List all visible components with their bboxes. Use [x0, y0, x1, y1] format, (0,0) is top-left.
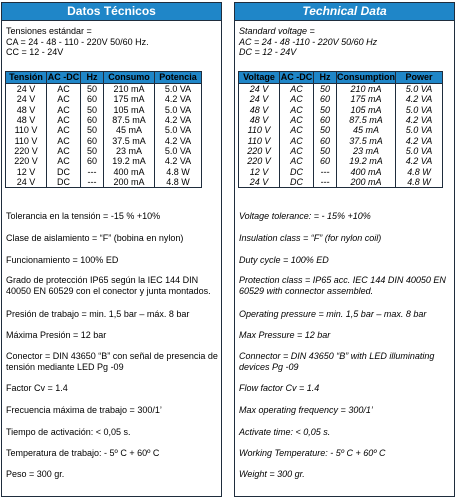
spec-item: Grado de protección IP65 según la IEC 144 DIN 40050 EN 60529 con el conector y junta montados.	[6, 275, 211, 296]
col-header: Hz	[81, 72, 104, 84]
table-cell: 5.0 VA	[396, 84, 443, 95]
table-cell: 50	[314, 146, 337, 156]
table-cell: 60	[81, 135, 104, 145]
table-cell: 175 mA	[104, 94, 155, 104]
voltage-intro	[235, 21, 454, 58]
table-cell: 105 mA	[337, 105, 396, 115]
table-cell: 4.2 VA	[396, 135, 443, 145]
table-cell: 220 V	[239, 156, 280, 166]
spec-item: Presión de trabajo = min. 1,5 bar – máx. 8 bar	[6, 309, 190, 319]
table-cell: AC	[280, 115, 314, 125]
table-header-row	[6, 72, 202, 84]
table-row	[6, 146, 202, 156]
spec-item: Protection class = IP65 acc. IEC 144 DIN 40050 EN 60529 with connector assembled.	[239, 275, 446, 296]
table-cell: 23 mA	[337, 146, 396, 156]
english-spec-panel	[234, 2, 455, 497]
panel-title: Technical Data	[235, 3, 454, 21]
spec-item: Máxima Presión = 12 bar	[6, 330, 107, 340]
spec-item: Factor Cv = 1.4	[6, 383, 68, 393]
table-row	[239, 156, 443, 166]
spec-item: Peso = 300 gr.	[6, 469, 65, 479]
table-cell: 4.2 VA	[155, 135, 202, 145]
table-cell: AC	[47, 125, 81, 135]
table-row	[6, 166, 202, 176]
table-row	[239, 84, 443, 95]
table-cell: AC	[47, 115, 81, 125]
table-row	[6, 135, 202, 145]
table-cell: DC	[47, 177, 81, 188]
table-row	[6, 156, 202, 166]
table-cell: 24 V	[239, 94, 280, 104]
spec-item: Operating pressure = min. 1,5 bar – max. 8 bar	[239, 309, 427, 319]
col-header: Consumption	[337, 72, 395, 82]
table-row	[6, 115, 202, 125]
table-cell: 4.2 VA	[155, 94, 202, 104]
table-cell: AC	[280, 146, 314, 156]
table-cell: DC	[47, 166, 81, 176]
intro-line: CA = 24 - 48 - 110 - 220V 50/60 Hz.	[6, 36, 149, 47]
table-cell: 12 V	[239, 166, 280, 176]
table-cell: 50	[81, 146, 104, 156]
table-cell: 60	[314, 156, 337, 166]
table-cell: DC	[280, 177, 314, 188]
table-cell: 24 V	[239, 177, 280, 188]
table-cell: 24 V	[6, 94, 47, 104]
spec-item: Duty cycle = 100% ED	[239, 255, 329, 265]
table-cell: 48 V	[239, 105, 280, 115]
table-cell: 37.5 mA	[337, 135, 396, 145]
spec-item: Tolerancia en la tensión = -15 % +10%	[6, 211, 161, 221]
table-cell: ---	[81, 177, 104, 188]
table-cell: ---	[314, 166, 337, 176]
table-cell: 5.0 VA	[155, 125, 202, 135]
table-cell: 87.5 mA	[104, 115, 155, 125]
table-cell: 48 V	[6, 115, 47, 125]
table-cell: 400 mA	[337, 166, 396, 176]
table-cell: AC	[280, 94, 314, 104]
table-cell: 50	[314, 105, 337, 115]
table-cell: 175 mA	[337, 94, 396, 104]
table-cell: 19.2 mA	[104, 156, 155, 166]
table-cell: 400 mA	[104, 166, 155, 176]
spec-item: Weight = 300 gr.	[239, 469, 305, 479]
voltage-intro	[2, 21, 221, 58]
table-cell: AC	[280, 105, 314, 115]
intro-line: Standard voltage =	[239, 26, 315, 36]
table-cell: 24 V	[239, 84, 280, 95]
col-header: Power	[396, 72, 443, 84]
table-cell: 5.0 VA	[396, 125, 443, 135]
table-cell: 4.2 VA	[396, 156, 443, 166]
table-row	[6, 177, 202, 188]
spec-item: Insulation class = “F” (for nylon coil)	[239, 233, 382, 243]
col-header: Potencia	[155, 72, 202, 84]
spec-item: Frecuencia máxima de trabajo = 300/1’	[6, 405, 162, 415]
table-cell: AC	[47, 146, 81, 156]
table-cell: AC	[47, 84, 81, 95]
spanish-spec-panel	[1, 2, 222, 497]
col-header: Consumo	[104, 72, 155, 84]
intro-line: AC = 24 - 48 -110 - 220V 50/60 Hz	[239, 36, 378, 47]
table-cell: 50	[314, 125, 337, 135]
table-row	[239, 94, 443, 104]
table-cell: AC	[280, 135, 314, 145]
table-cell: 50	[81, 105, 104, 115]
table-cell: ---	[81, 166, 104, 176]
table-cell: 5.0 VA	[155, 146, 202, 156]
table-cell: 45 mA	[337, 125, 396, 135]
table-cell: 87.5 mA	[337, 115, 396, 125]
spec-item: Max operating frequency = 300/1’	[239, 405, 373, 415]
spec-item: Funcionamiento = 100% ED	[6, 255, 119, 265]
spec-item: Activate time: < 0,05 s.	[239, 427, 331, 437]
intro-line: CC = 12 - 24V	[6, 47, 64, 57]
spec-item: Conector = DIN 43650 “B” con señal de presencia de tensión mediante LED Pg -09	[6, 351, 218, 372]
table-row	[239, 146, 443, 156]
table-row	[239, 125, 443, 135]
table-row	[239, 166, 443, 176]
table-cell: 60	[314, 135, 337, 145]
table-cell: 50	[81, 84, 104, 95]
table-cell: 4.8 W	[396, 166, 443, 176]
table-row	[239, 135, 443, 145]
col-header: AC -DC	[47, 72, 80, 82]
table-cell: 4.2 VA	[155, 115, 202, 125]
col-header: AC -DC	[280, 72, 313, 82]
table-row	[6, 105, 202, 115]
table-cell: 45 mA	[104, 125, 155, 135]
table-cell: 23 mA	[104, 146, 155, 156]
table-cell: AC	[47, 156, 81, 166]
table-cell: 5.0 VA	[396, 105, 443, 115]
table-cell: 105 mA	[104, 105, 155, 115]
table-cell: 210 mA	[337, 84, 396, 95]
table-cell: 50	[314, 84, 337, 95]
table-cell: 4.2 VA	[396, 94, 443, 104]
table-cell: 4.8 W	[155, 166, 202, 176]
table-cell: 60	[81, 94, 104, 104]
spec-item: Connector = DIN 43650 “B” with LED illuminating devices Pg -09	[239, 351, 435, 372]
table-cell: 4.8 W	[155, 177, 202, 188]
table-cell: 5.0 VA	[155, 105, 202, 115]
spec-item: Voltage tolerance: = - 15% +10%	[239, 211, 371, 221]
table-cell: 4.8 W	[396, 177, 443, 188]
table-cell: 200 mA	[104, 177, 155, 188]
table-cell: 37.5 mA	[104, 135, 155, 145]
col-header: Voltage	[239, 72, 280, 84]
table-row	[239, 177, 443, 188]
spec-item: Flow factor Cv = 1.4	[239, 383, 320, 393]
spec-item: Working Temperature: - 5º C + 60º C	[239, 448, 386, 458]
table-cell: 60	[81, 156, 104, 166]
spec-item: Tiempo de activación: < 0,05 s.	[6, 427, 131, 437]
spec-item: Clase de aislamiento = “F” (bobina en nylon)	[6, 233, 184, 243]
table-cell: ---	[314, 177, 337, 188]
table-row	[6, 94, 202, 104]
table-cell: 24 V	[6, 177, 47, 188]
panel-title: Datos Técnicos	[2, 3, 221, 21]
table-cell: 48 V	[6, 105, 47, 115]
table-cell: 50	[81, 125, 104, 135]
table-header-row	[239, 72, 443, 84]
table-cell: 210 mA	[104, 84, 155, 95]
table-cell: AC	[47, 94, 81, 104]
table-row	[239, 105, 443, 115]
intro-line: Tensiones estándar =	[6, 26, 92, 36]
table-cell: AC	[47, 135, 81, 145]
spec-item: Temperatura de trabajo: - 5º C + 60º C	[6, 448, 160, 458]
table-cell: 5.0 VA	[155, 84, 202, 95]
intro-line: DC = 12 - 24V	[239, 47, 297, 57]
table-cell: 4.2 VA	[396, 115, 443, 125]
table-row	[6, 84, 202, 95]
table-cell: 4.2 VA	[155, 156, 202, 166]
table-cell: 60	[314, 115, 337, 125]
table-cell: 60	[81, 115, 104, 125]
electrical-table	[5, 71, 202, 188]
table-cell: DC	[280, 166, 314, 176]
table-cell: 220 V	[239, 146, 280, 156]
table-cell: AC	[280, 84, 314, 95]
electrical-table	[238, 71, 443, 188]
table-cell: 48 V	[239, 115, 280, 125]
table-row	[6, 125, 202, 135]
spec-item: Max Pressure = 12 bar	[239, 330, 331, 340]
table-cell: 110 V	[6, 125, 47, 135]
table-cell: 12 V	[6, 166, 47, 176]
table-row	[239, 115, 443, 125]
table-cell: AC	[47, 105, 81, 115]
table-cell: 220 V	[6, 156, 47, 166]
table-cell: 220 V	[6, 146, 47, 156]
table-cell: 200 mA	[337, 177, 396, 188]
col-header: Hz	[314, 72, 337, 84]
table-cell: 24 V	[6, 84, 47, 95]
table-cell: 110 V	[239, 135, 280, 145]
table-cell: 110 V	[6, 135, 47, 145]
col-header: Tensión	[6, 72, 47, 84]
table-cell: AC	[280, 156, 314, 166]
table-cell: 19.2 mA	[337, 156, 396, 166]
table-cell: 60	[314, 94, 337, 104]
table-cell: AC	[280, 125, 314, 135]
table-cell: 110 V	[239, 125, 280, 135]
table-cell: 5.0 VA	[396, 146, 443, 156]
